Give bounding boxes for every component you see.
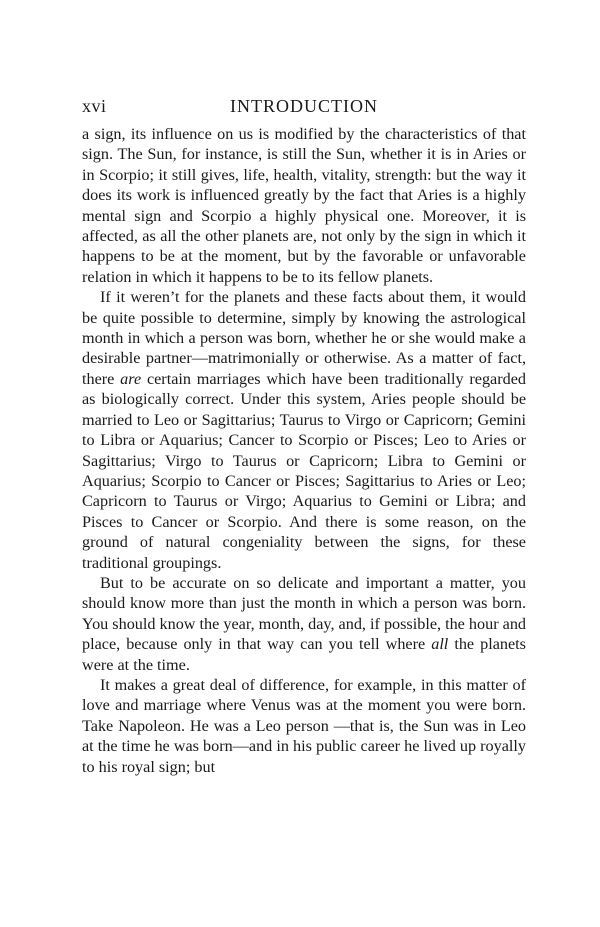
paragraph-3 bbox=[82, 573, 526, 675]
paragraph-3-text-a: But to be accurate on so delicate and important a matter, you should know more than just the month in which a person was born. You should know the year, month, day, and, if possible, the hour and place, because only in that way can you tell where bbox=[82, 573, 527, 654]
body-text bbox=[82, 124, 526, 777]
paragraph-2-text-b: certain marriages which have been traditionally regarded as biologically correct. Under this system, Aries people should be married to Leo or Sagittarius; Taurus to Virgo or Capricorn; Gemini to Libra or Aquarius; Cancer to Scorpio or Pisces; Leo to Aries or Sagittarius; Virgo to Taurus or Capricorn; Libra to Gemini or Aquarius; Scorpio to Cancer or Pisces; Sagittarius to Aries or Leo; Capricorn to Taurus or Virgo; Aquarius to Gemini or Libra; and Pisces to Cancer or Scorpio. And there is some reason, on the ground of natural congeniality between the signs, for these traditional groupings. bbox=[82, 369, 526, 572]
paragraph-2-text-a: If it weren’t for the planets and these facts about them, it would be quite possible to determine, simply by knowing the astrological month in which a person was born, whether he or she would make a desirable partner—matrimonially or otherwise. As a matter of fact, there bbox=[82, 288, 526, 388]
paragraph-4 bbox=[82, 675, 526, 777]
paragraph-4-text: It makes a great deal of difference, for example, in this matter of love and marriage where Venus was at the moment you were born. Take Napoleon. He was a Leo person —that is, the Sun was in Leo at the time he was born—and in his public career he lived up royally to his royal sign; but bbox=[82, 675, 526, 776]
emphasis-all: all bbox=[431, 635, 449, 654]
paragraph-1 bbox=[82, 124, 526, 287]
book-page bbox=[82, 96, 526, 777]
running-head bbox=[82, 96, 526, 124]
chapter-title: INTRODUCTION bbox=[230, 96, 378, 116]
emphasis-are: are bbox=[120, 369, 142, 388]
paragraph-3-text-b: the planets were at the time. bbox=[82, 635, 526, 674]
page-number: xvi bbox=[82, 96, 107, 116]
paragraph-1-text: a sign, its influence on us is modified by the characteristics of that sign. The Sun, for instance, is still the Sun, whether it is in Aries or in Scorpio; it still gives, life, health, vitality, strength: but the way it does its work is influenced greatly by the fact that Aries is a highly mental sign and Scorpio a highly physical one. Moreover, it is affected, as all the other planets are, not only by the sign in which it happens to be at the moment, but by the favorable or unfavorable relation in which it happens to be to its fellow planets. bbox=[82, 125, 526, 286]
paragraph-2 bbox=[82, 287, 526, 573]
